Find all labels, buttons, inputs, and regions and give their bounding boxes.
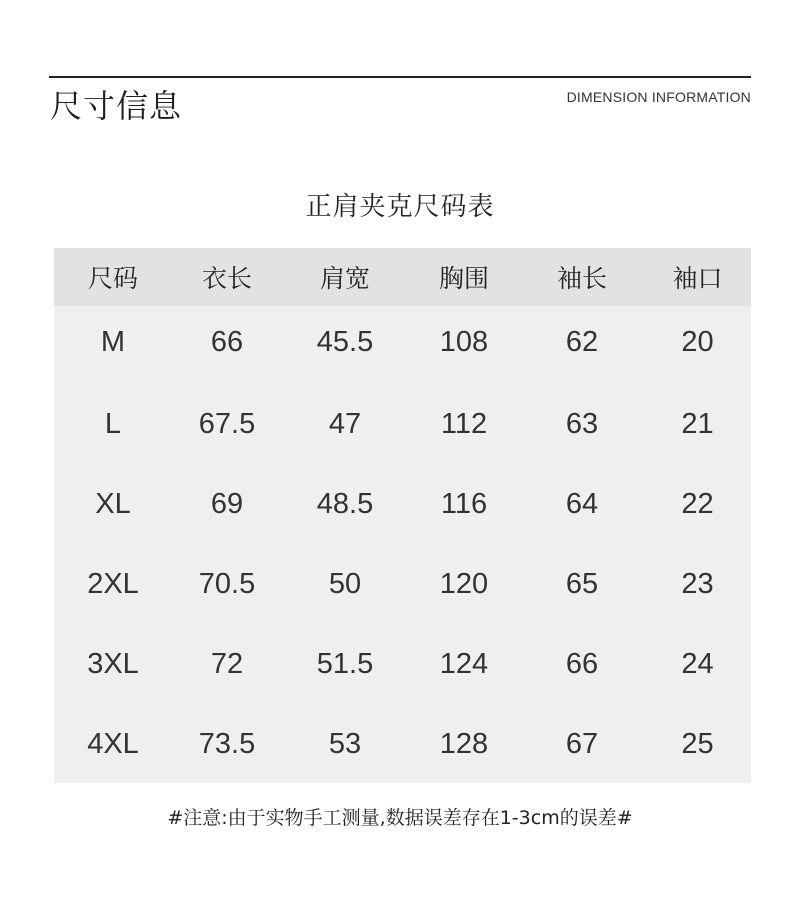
cell-cuff: 24 <box>681 647 714 680</box>
cell-sleeve-length: 64 <box>565 487 599 520</box>
cell-size: XL <box>95 487 131 520</box>
column-header-sleeve-length: 袖长 <box>556 264 607 293</box>
table-row <box>54 464 751 544</box>
cell-sleeve-length: 65 <box>565 567 599 600</box>
cell-size: 2XL <box>87 567 139 600</box>
section-title: 尺寸信息 <box>50 87 183 125</box>
section-subtitle: DIMENSION INFORMATION <box>566 89 751 105</box>
measurement-note: #注意:由于实物手工测量,数据误差存在1-3cm的误差# <box>167 807 633 829</box>
cell-cuff: 25 <box>681 727 714 760</box>
cell-cuff: 20 <box>681 326 714 358</box>
cell-shoulder: 45.5 <box>316 326 374 358</box>
cell-length: 66 <box>210 326 244 358</box>
cell-sleeve-length: 62 <box>565 326 599 358</box>
column-header-length: 衣长 <box>201 264 252 293</box>
cell-length: 70.5 <box>198 567 256 600</box>
cell-chest: 112 <box>440 407 488 440</box>
column-header-cuff: 袖口 <box>672 264 723 293</box>
cell-length: 67.5 <box>198 407 256 440</box>
cell-shoulder: 51.5 <box>316 647 374 680</box>
cell-shoulder: 48.5 <box>316 487 374 520</box>
cell-sleeve-length: 66 <box>565 647 599 680</box>
cell-chest: 124 <box>439 647 489 680</box>
cell-shoulder: 53 <box>328 727 362 760</box>
table-row <box>54 306 751 379</box>
cell-sleeve-length: 63 <box>565 407 599 440</box>
cell-length: 72 <box>210 647 244 680</box>
column-header-shoulder: 肩宽 <box>319 264 370 293</box>
cell-chest: 116 <box>440 487 488 520</box>
cell-size: M <box>100 326 126 358</box>
cell-cuff: 23 <box>681 567 714 600</box>
cell-shoulder: 47 <box>328 407 362 440</box>
table-title: 正肩夹克尺码表 <box>305 192 495 222</box>
cell-size: 4XL <box>87 727 139 760</box>
column-header-chest: 胸围 <box>438 264 489 293</box>
size-chart-table <box>54 248 751 783</box>
header-rule <box>49 76 751 78</box>
table-row <box>54 624 751 704</box>
cell-sleeve-length: 67 <box>565 727 599 760</box>
cell-chest: 128 <box>439 727 489 760</box>
table-row <box>54 704 751 784</box>
table-row <box>54 384 751 464</box>
cell-shoulder: 50 <box>328 567 362 600</box>
cell-chest: 108 <box>439 326 489 358</box>
cell-length: 73.5 <box>198 727 256 760</box>
cell-size: 3XL <box>87 647 139 680</box>
cell-cuff: 22 <box>681 487 714 520</box>
cell-cuff: 21 <box>681 407 714 440</box>
cell-chest: 120 <box>439 567 489 600</box>
table-header-row <box>54 248 751 306</box>
cell-length: 69 <box>210 487 244 520</box>
cell-size: L <box>104 407 122 440</box>
column-header-size: 尺码 <box>87 264 138 293</box>
table-row <box>54 544 751 624</box>
